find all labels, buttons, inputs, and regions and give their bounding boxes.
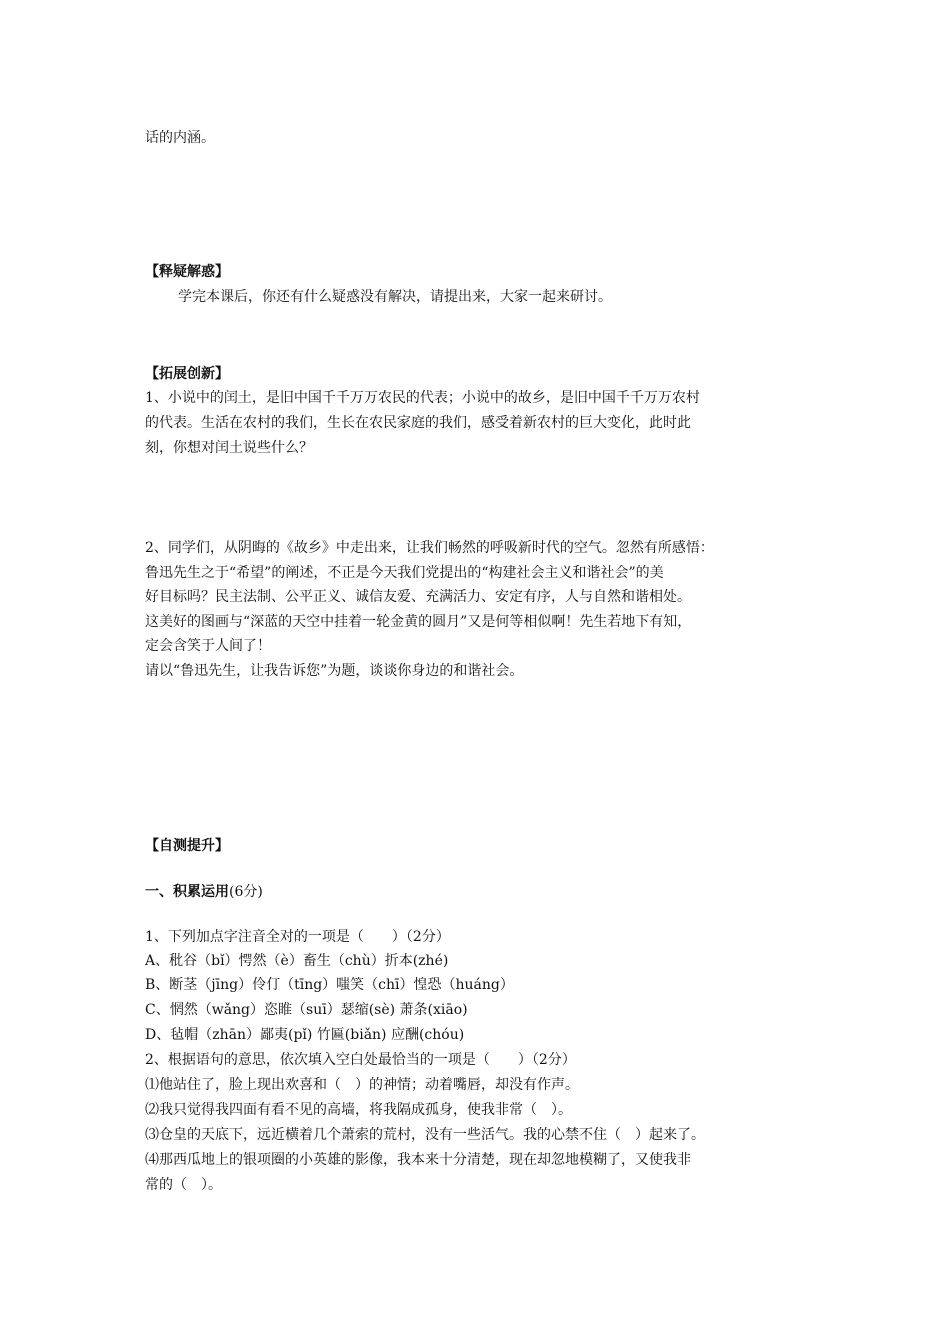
tuozhan-q1-line: 刻，你想对闰土说些什么？ xyxy=(145,440,313,456)
tuozhan-q2-line: 鲁迅先生之于“希望”的阐述，不正是今天我们党提出的“构建社会主义和谐社会”的美 xyxy=(145,565,664,581)
q1-option-a: A、秕谷（bǐ）愕然（è）畜生（chù）折本(zhé) xyxy=(145,953,449,969)
shiyi-text: 学完本课后，你还有什么疑惑没有解决，请提出来，大家一起来研讨。 xyxy=(178,289,612,305)
q1-option-b: B、断茎（jīng）伶仃（tīng）嗤笑（chī）惶恐（huáng） xyxy=(145,977,514,993)
continuation-text: 话的内涵。 xyxy=(145,130,215,146)
tuozhan-q2-line: 好目标吗？民主法制、公平正义、诚信友爱、充满活力、安定有序，人与自然和谐相处。 xyxy=(145,589,691,605)
section1-title xyxy=(145,882,263,902)
section1-title-text: 一、积累运用 xyxy=(145,884,229,900)
tuozhan-q1-line: 1、小说中的闰土，是旧中国千千万万农民的代表；小说中的故乡，是旧中国千千万万农村 xyxy=(145,390,700,406)
tuozhan-q2-line: 定会含笑于人间了！ xyxy=(145,638,271,654)
q1-option-c: C、惘然（wǎng）恣睢（suī）瑟缩(sè) 萧条(xiāo) xyxy=(145,1002,468,1018)
q1-option-d: D、毡帽（zhān）鄙夷(pǐ) 竹匾(biǎn) 应酬(chóu) xyxy=(145,1027,465,1043)
q2-item: ⑷那西瓜地上的银项圈的小英雄的影像，我本来十分清楚，现在却忽地模糊了，又使我非 xyxy=(145,1152,691,1168)
section1-score: (6分) xyxy=(229,884,263,900)
q2-item: 常的（ ）。 xyxy=(145,1177,222,1193)
q2-item: ⑵我只觉得我四面有看不见的高墙，将我隔成孤身，使我非常（ ）。 xyxy=(145,1102,572,1118)
shiyi-heading: 【释疑解惑】 xyxy=(145,264,229,280)
tuozhan-q2-line: 2、同学们，从阴晦的《故乡》中走出来，让我们畅然的呼吸新时代的空气。忽然有所感悟： xyxy=(145,540,714,556)
zice-heading: 【自测提升】 xyxy=(145,838,229,854)
q2-stem: 2、根据语句的意思，依次填入空白处最恰当的一项是（ ）（2分） xyxy=(145,1052,576,1068)
tuozhan-heading: 【拓展创新】 xyxy=(145,366,229,382)
tuozhan-q1-line: 的代表。生活在农村的我们，生长在农民家庭的我们，感受着新农村的巨大变化，此时此 xyxy=(145,415,691,431)
q2-item: ⑶仓皇的天底下，远近横着几个萧索的荒村，没有一些活气。我的心禁不住（ ）起来了。 xyxy=(145,1127,705,1143)
tuozhan-q2-line: 请以“鲁迅先生，让我告诉您”为题，谈谈你身边的和谐社会。 xyxy=(145,663,524,679)
tuozhan-q2-line: 这美好的图画与“深蓝的天空中挂着一轮金黄的圆月”又是何等相似啊！先生若地下有知， xyxy=(145,614,692,630)
q2-item: ⑴他站住了，脸上现出欢喜和（ ）的神情；动着嘴唇，却没有作声。 xyxy=(145,1077,579,1093)
q1-stem: 1、下列加点字注音全对的一项是（ ）（2分） xyxy=(145,929,450,945)
